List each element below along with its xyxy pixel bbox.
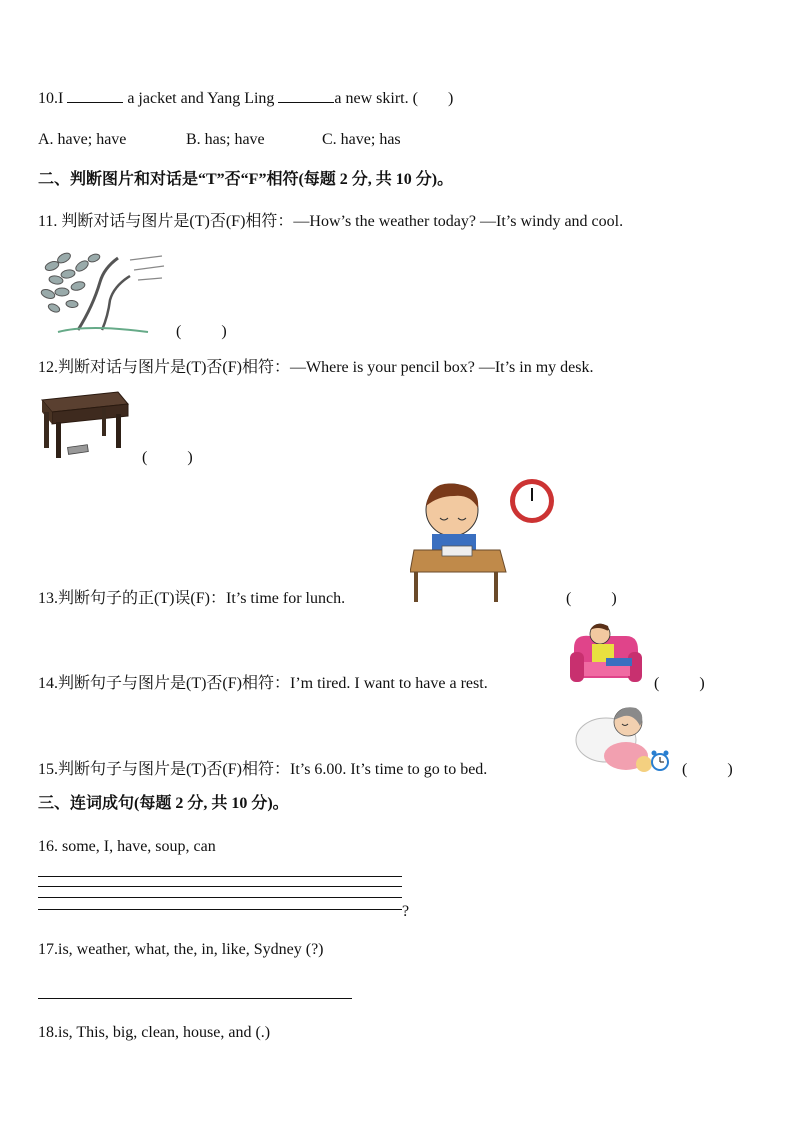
q10-part4: )	[447, 90, 454, 107]
boy-armchair-icon	[568, 618, 644, 690]
q10-part3: a new skirt. (	[334, 90, 418, 107]
q10-option-b[interactable]: B. has; have	[186, 131, 265, 148]
question-12: 12.判断对话与图片是(T)否(F)相符：—Where is your pencil box? —It’s in my desk.	[38, 359, 594, 376]
q10-part1: I	[58, 90, 64, 107]
q13-answer-paren[interactable]: ( )	[566, 590, 617, 607]
windy-tree-icon	[38, 246, 168, 336]
q14-answer-paren[interactable]: ( )	[654, 675, 705, 692]
question-10	[38, 88, 453, 109]
q10-number: 10.	[38, 90, 58, 107]
q17-answer-line[interactable]	[38, 998, 352, 999]
q16-answer-line-2[interactable]	[38, 886, 402, 887]
question-14: 14.判断句子与图片是(T)否(F)相符：I’m tired. I want to have a rest.	[38, 675, 488, 692]
question-17: 17.is, weather, what, the, in, like, Sydney (?)	[38, 941, 324, 958]
q16-answer-line-3[interactable]	[38, 897, 402, 898]
question-15: 15.判断句子与图片是(T)否(F)相符：It’s 6.00. It’s time to go to bed.	[38, 761, 488, 778]
q10-option-a[interactable]: A. have; have	[38, 131, 127, 148]
question-16: 16. some, I, have, soup, can	[38, 838, 216, 855]
q12-answer-paren[interactable]: ( )	[142, 449, 193, 466]
question-18: 18.is, This, big, clean, house, and (.)	[38, 1024, 271, 1041]
question-11: 11. 判断对话与图片是(T)否(F)相符：—How’s the weather today? —It’s windy and cool.	[38, 213, 624, 230]
q16-answer-line-1[interactable]	[38, 876, 402, 877]
q10-option-c[interactable]: C. have; has	[322, 131, 401, 148]
q10-part2: a jacket and Yang Ling	[127, 90, 275, 107]
question-13: 13.判断句子的正(T)误(F)：It’s time for lunch.	[38, 590, 346, 607]
q16-answer-line-4[interactable]	[38, 909, 402, 910]
q10-blank-2[interactable]	[278, 88, 334, 103]
desk-icon	[38, 390, 132, 460]
q16-end-mark: ?	[402, 903, 410, 920]
q11-answer-paren[interactable]: ( )	[176, 323, 227, 340]
girl-sleeping-alarm-icon	[574, 700, 676, 778]
q15-answer-paren[interactable]: ( )	[682, 761, 733, 778]
q10-blank-1[interactable]	[67, 88, 123, 103]
boy-eating-clock-icon	[410, 476, 560, 606]
section-2-title: 二、判断图片和对话是“T”否“F”相符(每题 2 分, 共 10 分)。	[38, 171, 454, 188]
section-3-title: 三、连词成句(每题 2 分, 共 10 分)。	[38, 795, 289, 812]
